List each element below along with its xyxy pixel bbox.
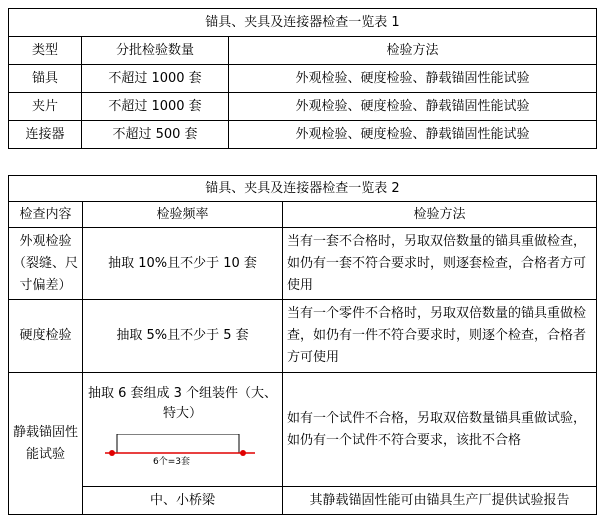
table1-cell-type: 连接器 xyxy=(9,121,82,149)
table-row xyxy=(9,93,597,121)
table2-header-method: 检验方法 xyxy=(283,202,597,228)
table1-header-quantity: 分批检验数量 xyxy=(82,37,229,65)
table1-cell-method: 外观检验、硬度检验、静载锚固性能试验 xyxy=(229,65,597,93)
table-row xyxy=(9,65,597,93)
table2-cell-item: 外观检验（裂缝、尺寸偏差） xyxy=(9,228,83,300)
table1-cell-quantity: 不超过 1000 套 xyxy=(82,93,229,121)
table1-cell-quantity: 不超过 500 套 xyxy=(82,121,229,149)
table2-cell-method: 其静载锚固性能可由锚具生产厂提供试验报告 xyxy=(283,487,597,515)
table-row xyxy=(9,228,597,300)
table2-cell-method: 如有一个试件不合格，另取双倍数量锚具重做试验，如仍有一个试件不符合要求，该批不合格 xyxy=(283,373,597,487)
table1-cell-method: 外观检验、硬度检验、静载锚固性能试验 xyxy=(229,93,597,121)
inspection-table-2 xyxy=(8,175,597,515)
diagram-label: 6个=3套 xyxy=(153,456,190,467)
static-frequency-text: 抽取 6 套组成 3 个组装件（大、特大） xyxy=(87,385,278,421)
table2-cell-frequency: 抽取 5%且不少于 5 套 xyxy=(83,300,283,373)
table1-cell-quantity: 不超过 1000 套 xyxy=(82,65,229,93)
table-row xyxy=(9,373,597,487)
table1-cell-method: 外观检验、硬度检验、静载锚固性能试验 xyxy=(229,121,597,149)
table2-cell-item: 硬度检验 xyxy=(9,300,83,373)
table2-cell-frequency: 中、小桥梁 xyxy=(83,487,283,515)
table2-cell-frequency: 抽取 10%且不少于 10 套 xyxy=(83,228,283,300)
table2-cell-method: 当有一套不合格时，另取双倍数量的锚具重做检查，如仍有一套不符合要求时，则逐套检查，合格者方可使用 xyxy=(283,228,597,300)
table2-cell-frequency-static xyxy=(83,373,283,487)
table-row xyxy=(9,487,597,515)
table2-header-frequency: 检验频率 xyxy=(83,202,283,228)
table2-cell-method: 当有一个零件不合格时，另取双倍数量的锚具重做检查，如仍有一件不符合要求时，则逐个检查，合格者方可使用 xyxy=(283,300,597,373)
table1-cell-type: 夹片 xyxy=(9,93,82,121)
specimen-assembly-figure xyxy=(87,434,277,474)
table2-title: 锚具、夹具及连接器检查一览表 2 xyxy=(9,176,597,202)
table1-header-method: 检验方法 xyxy=(229,37,597,65)
table1-cell-type: 锚具 xyxy=(9,65,82,93)
inspection-table-1 xyxy=(8,8,597,149)
table-row xyxy=(9,121,597,149)
table-row xyxy=(9,300,597,373)
specimen-diagram xyxy=(87,384,278,476)
table2-cell-item: 静载锚固性能试验 xyxy=(9,373,83,515)
table2-header-item: 检查内容 xyxy=(9,202,83,228)
table1-title: 锚具、夹具及连接器检查一览表 1 xyxy=(9,9,597,37)
table1-header-type: 类型 xyxy=(9,37,82,65)
